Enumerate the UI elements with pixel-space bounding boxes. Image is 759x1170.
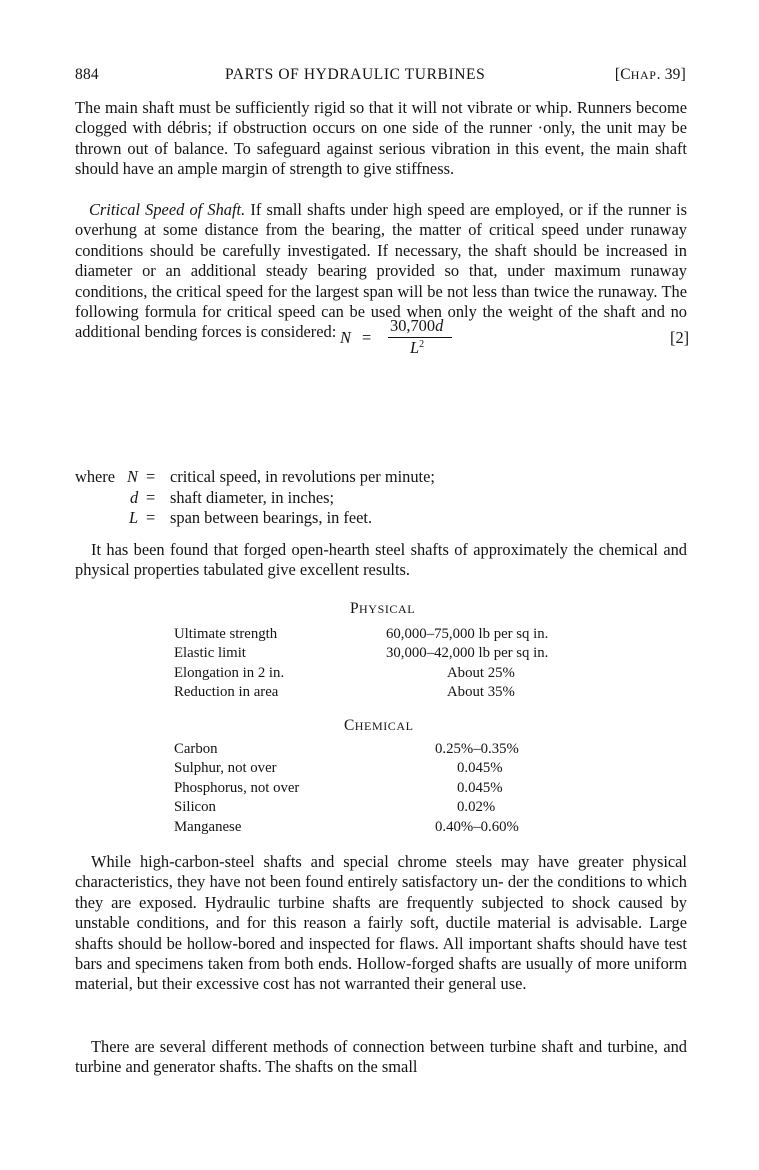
physical-heading-rest: HYSICAL <box>359 602 416 616</box>
para-line: shaft and no additional bending forces is considered: <box>75 302 687 342</box>
critical-speed-formula <box>340 316 460 362</box>
chemical-heading-rest: HEMICAL <box>354 719 414 733</box>
para-line: bars and specimens taken from both ends. Hollow-forged shafts are usually <box>75 954 574 974</box>
definitions-lead: where <box>75 467 116 486</box>
property-value: 30,000–42,000 lb per sq in. <box>386 645 549 662</box>
para-line: critical speed under runaway conditions should be carefully investigated. If <box>75 220 687 260</box>
formula-denominator-exp: 2 <box>419 339 425 350</box>
chapter-label <box>615 66 686 84</box>
formula-numerator-number: 30,700 <box>390 316 436 335</box>
element-value: 0.25%–0.35% <box>435 741 519 757</box>
para-line: bearing provided so that, under maximum runaway conditions, the critical <box>75 261 687 301</box>
definition-symbol: N <box>127 467 138 486</box>
para-line: There are several different methods of connection between turbine shaft <box>91 1037 574 1056</box>
definition-symbol: L <box>129 508 139 528</box>
equation-number: [2] <box>670 328 690 347</box>
element-value: 0.045% <box>457 760 503 777</box>
para-line: runner ·only, the unit may be thrown out of balance. To safeguard against <box>75 118 687 158</box>
physical-table-heading <box>350 600 415 618</box>
para-line: of strength to give stiffness. <box>271 159 455 179</box>
running-title: PARTS OF HYDRAULIC TURBINES <box>225 66 486 83</box>
definition-equals: = <box>146 508 156 528</box>
property-label: Elastic limit <box>174 645 246 662</box>
para-line: reason a fairly soft, ductile material is advisable. Large shafts should be <box>75 913 687 953</box>
para-line: general use. <box>448 974 527 994</box>
paragraph-shaft-rigidity <box>75 98 687 180</box>
para-line: or if the runner is overhung at some distance from the bearing, the matter of <box>75 200 687 240</box>
element-value: 0.40%–0.60% <box>435 818 519 835</box>
element-label: Carbon <box>174 741 218 757</box>
element-value: 0.02% <box>457 799 496 816</box>
formula-denominator <box>410 338 424 358</box>
para-line: speed for the largest span will be not less than twice the runaway. The <box>225 281 687 301</box>
definition-text: shaft diameter, in inches; <box>170 487 335 507</box>
definition-equals: = <box>146 487 156 507</box>
formula-denominator-var: L <box>410 338 420 357</box>
physical-heading-initial: P <box>350 600 360 617</box>
para-line: of more uniform material, but their excessive cost has not warranted their <box>75 954 687 994</box>
formula-lhs: N <box>340 328 351 347</box>
para-line: physical characteristics, they have not been found entirely satisfactory un- <box>75 852 687 892</box>
para-line: necessary, the shaft should be increased in diameter or an additional steady <box>75 240 687 281</box>
running-header <box>75 66 686 88</box>
para-line: following formula for critical speed can be used when only the weight of the <box>75 302 598 322</box>
chapter-label-rest: . 39] <box>656 66 686 83</box>
property-value: 60,000–75,000 lb per sq in. <box>386 626 549 642</box>
definition-text: critical speed, in revolutions per minute; <box>170 467 435 486</box>
property-value: About 25% <box>447 664 515 681</box>
para-line: It has been found that forged open-hearth steel shafts of approximately <box>91 540 568 559</box>
para-line: the chemical and physical properties tabulated give excellent results. <box>75 540 687 580</box>
section-heading: Critical Speed of Shaft. <box>89 200 246 219</box>
property-label: Ultimate strength <box>174 626 278 642</box>
property-value: About 35% <box>447 684 515 701</box>
para-line: and turbine, and turbine and generator shafts. The shafts on the small <box>75 1037 687 1077</box>
paragraph-steel-properties <box>75 540 687 581</box>
para-line: serious vibration in this event, the main shaft should have an ample margin <box>75 138 687 179</box>
para-line: hollow-bored and inspected for flaws. All important shafts should have test <box>186 933 687 953</box>
para-line: If small shafts under high speed are employed, <box>250 200 564 219</box>
chemical-table-heading <box>344 717 414 735</box>
para-line: While high-carbon-steel shafts and special chrome steels may have greater <box>91 852 624 871</box>
para-line: frequently subjected to shock caused by unstable conditions, and for this <box>75 892 687 933</box>
chemical-heading-initial: C <box>344 717 355 734</box>
definition-symbol: d <box>130 487 139 507</box>
chapter-label-open: [C <box>614 66 631 83</box>
definition-text: span between bearings, in feet. <box>170 508 373 528</box>
paragraph-shaft-connections <box>75 1037 687 1078</box>
chapter-label-small: HAP <box>630 68 657 82</box>
para-line: Runners become clogged with débris; if obstruction occurs on one side of the <box>75 98 687 138</box>
definition-equals: = <box>146 467 156 486</box>
element-value: 0.045% <box>457 779 503 796</box>
formula-numerator <box>390 316 443 336</box>
element-label: Phosphorus, not over <box>174 779 300 796</box>
property-label: Reduction in area <box>174 684 279 701</box>
page-number: 884 <box>75 66 99 83</box>
element-label: Sulphur, not over <box>174 760 277 777</box>
para-line: The main shaft must be sufficiently rigid so that it will not vibrate or whip. <box>75 98 573 117</box>
formula-equals: = <box>362 328 372 347</box>
para-line: der the conditions to which they are exposed. Hydraulic turbine shafts are <box>75 872 687 912</box>
element-label: Manganese <box>174 818 242 835</box>
property-label: Elongation in 2 in. <box>174 664 285 681</box>
formula-numerator-var: d <box>435 316 444 335</box>
paragraph-shaft-materials <box>75 852 687 995</box>
element-label: Silicon <box>174 799 216 816</box>
